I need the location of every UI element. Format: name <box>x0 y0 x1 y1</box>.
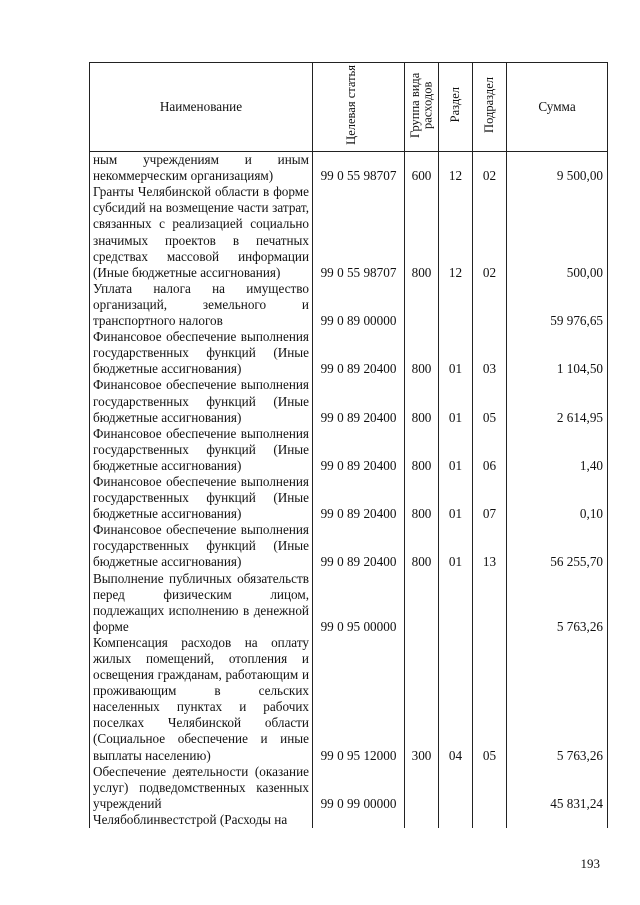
table-row <box>90 571 608 635</box>
cell-sum: 500,00 <box>507 184 608 281</box>
cell-section <box>439 571 473 635</box>
cell-name: Гранты Челябинской области в форме субсидий на возмещение части затрат, связанных с реализацией социально значимых проектов в печатных средствах массовой информации (Иные бюджетные ассигнования) <box>90 184 313 281</box>
cell-name: Финансовое обеспечение выполнения государственных функций (Иные бюджетные ассигнования) <box>90 426 313 474</box>
cell-subsection <box>473 281 507 329</box>
cell-group <box>405 571 439 635</box>
cell-section: 01 <box>439 426 473 474</box>
cell-group: 800 <box>405 426 439 474</box>
cell-sum: 56 255,70 <box>507 522 608 570</box>
cell-section <box>439 281 473 329</box>
cell-name: Уплата налога на имущество организаций, земельного и транспортного налогов <box>90 281 313 329</box>
cell-subsection <box>473 764 507 812</box>
cell-target: 99 0 89 20400 <box>313 377 405 425</box>
cell-sum: 1,40 <box>507 426 608 474</box>
cell-target: 99 0 55 98707 <box>313 152 405 185</box>
cell-group: 800 <box>405 522 439 570</box>
cell-group <box>405 812 439 828</box>
cell-sum: 9 500,00 <box>507 152 608 185</box>
cell-subsection: 02 <box>473 184 507 281</box>
cell-sum: 5 763,26 <box>507 635 608 764</box>
cell-target: 99 0 89 20400 <box>313 329 405 377</box>
header-name: Наименование <box>90 63 313 152</box>
cell-target <box>313 812 405 828</box>
table-row <box>90 426 608 474</box>
cell-name: Финансовое обеспечение выполнения государственных функций (Иные бюджетные ассигнования) <box>90 329 313 377</box>
cell-name: Компенсация расходов на оплату жилых помещений, отопления и освещения гражданам, работающим и проживающим в сельских населенных пунктах и рабочих поселках Челябинской области (Социальное обеспечение и иные выплаты населению) <box>90 635 313 764</box>
table-row <box>90 764 608 812</box>
cell-target: 99 0 89 00000 <box>313 281 405 329</box>
cell-sum: 5 763,26 <box>507 571 608 635</box>
cell-sum: 45 831,24 <box>507 764 608 812</box>
cell-subsection: 03 <box>473 329 507 377</box>
header-sum: Сумма <box>507 63 608 152</box>
cell-group: 800 <box>405 184 439 281</box>
cell-sum: 2 614,95 <box>507 377 608 425</box>
cell-section <box>439 812 473 828</box>
cell-subsection: 02 <box>473 152 507 185</box>
cell-subsection <box>473 812 507 828</box>
cell-name: Финансовое обеспечение выполнения государственных функций (Иные бюджетные ассигнования) <box>90 474 313 522</box>
table-row <box>90 152 608 185</box>
budget-table <box>89 62 608 828</box>
table-row <box>90 184 608 281</box>
cell-sum: 1 104,50 <box>507 329 608 377</box>
cell-target: 99 0 89 20400 <box>313 474 405 522</box>
cell-target: 99 0 89 20400 <box>313 522 405 570</box>
cell-sum: 0,10 <box>507 474 608 522</box>
header-group: Группа вида расходов <box>405 63 439 152</box>
cell-target: 99 0 99 00000 <box>313 764 405 812</box>
cell-section: 01 <box>439 377 473 425</box>
cell-section: 01 <box>439 474 473 522</box>
cell-subsection: 05 <box>473 635 507 764</box>
table-body <box>90 152 608 828</box>
page-number: 193 <box>580 856 600 871</box>
cell-name: ным учреждениям и иным некоммерческим организациям) <box>90 152 313 185</box>
header-subsection: Подраздел <box>473 63 507 152</box>
cell-sum: 59 976,65 <box>507 281 608 329</box>
table-row <box>90 522 608 570</box>
cell-section: 01 <box>439 522 473 570</box>
cell-subsection: 06 <box>473 426 507 474</box>
cell-group: 600 <box>405 152 439 185</box>
cell-name: Челябоблинвестстрой (Расходы на <box>90 812 313 828</box>
cell-section: 04 <box>439 635 473 764</box>
cell-target: 99 0 95 12000 <box>313 635 405 764</box>
cell-target: 99 0 89 20400 <box>313 426 405 474</box>
cell-group <box>405 281 439 329</box>
cell-subsection: 05 <box>473 377 507 425</box>
cell-name: Финансовое обеспечение выполнения государственных функций (Иные бюджетные ассигнования) <box>90 522 313 570</box>
cell-group: 800 <box>405 474 439 522</box>
cell-target: 99 0 95 00000 <box>313 571 405 635</box>
cell-name: Финансовое обеспечение выполнения государственных функций (Иные бюджетные ассигнования) <box>90 377 313 425</box>
table-row <box>90 377 608 425</box>
cell-subsection: 13 <box>473 522 507 570</box>
cell-name: Обеспечение деятельности (оказание услуг) подведомственных казенных учреждений <box>90 764 313 812</box>
cell-group: 800 <box>405 329 439 377</box>
budget-table-wrapper <box>89 62 607 828</box>
cell-section: 01 <box>439 329 473 377</box>
table-row <box>90 812 608 828</box>
cell-section: 12 <box>439 152 473 185</box>
table-row <box>90 281 608 329</box>
cell-group: 300 <box>405 635 439 764</box>
header-section: Раздел <box>439 63 473 152</box>
cell-group: 800 <box>405 377 439 425</box>
cell-name: Выполнение публичных обязательств перед физическим лицом, подлежащих исполнению в денежной форме <box>90 571 313 635</box>
cell-sum <box>507 812 608 828</box>
cell-section: 12 <box>439 184 473 281</box>
cell-subsection: 07 <box>473 474 507 522</box>
cell-section <box>439 764 473 812</box>
cell-group <box>405 764 439 812</box>
table-header <box>90 63 608 152</box>
header-target: Целевая статья <box>313 63 405 152</box>
table-row <box>90 329 608 377</box>
cell-target: 99 0 55 98707 <box>313 184 405 281</box>
cell-subsection <box>473 571 507 635</box>
table-row <box>90 635 608 764</box>
table-row <box>90 474 608 522</box>
